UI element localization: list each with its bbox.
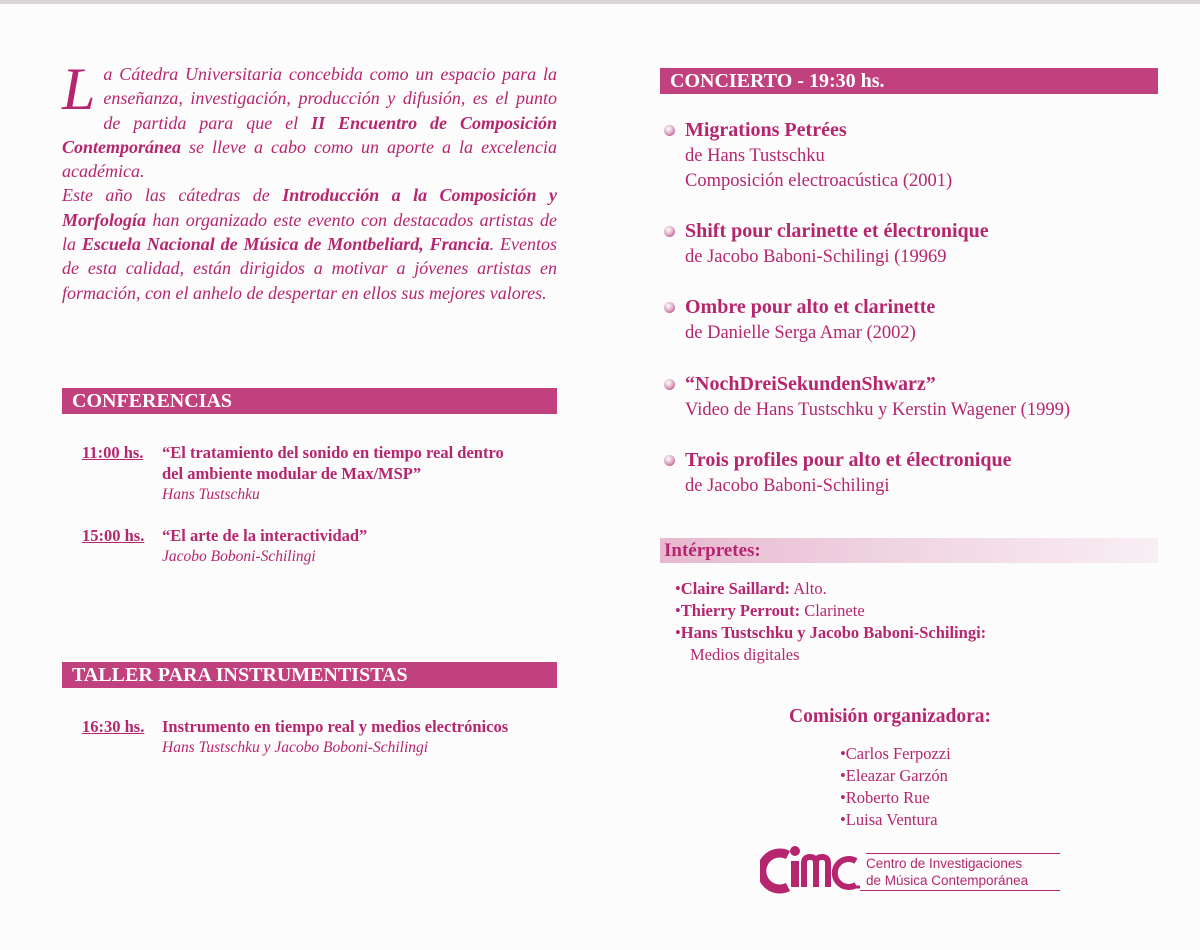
- member-name: Eleazar Garzón: [845, 766, 948, 785]
- comision-list: [840, 743, 951, 831]
- conference-event: [82, 525, 562, 567]
- list-item: •Carlos Ferpozzi: [840, 744, 951, 763]
- performer-name: Hans Tustschku y Jacobo Baboni-Schilingi:: [680, 623, 987, 642]
- logo-rule-bottom: [860, 890, 1060, 891]
- event-title-line: del ambiente modular de Max/MSP”: [162, 464, 422, 483]
- event-title: Instrumento en tiempo real y medios electrónicos: [162, 717, 509, 736]
- performer-name: Claire Saillard:: [680, 579, 791, 598]
- concert-piece: [664, 295, 1164, 346]
- performer-role: Alto.: [790, 579, 827, 598]
- list-item: •Hans Tustschku y Jacobo Baboni-Schilingi:: [675, 623, 987, 642]
- intro-text: . Eventos de esta calidad, están dirigidos a motivar a jóvenes artistas en formación, con el anhelo de despertar en ellos sus mejores valores.: [62, 234, 557, 303]
- intro-school-name: Escuela Nacional de Música de Montbeliard, Francia: [81, 234, 490, 255]
- intro-text: han organizado este evento con destacados artistas de la: [62, 209, 557, 255]
- bullet-icon: [664, 379, 675, 390]
- concert-piece: [664, 219, 1164, 270]
- logo-line: Centro de Investigaciones: [866, 856, 1023, 871]
- intro-text: se lleve a cabo como un aporte a la excelencia académica.: [62, 136, 557, 182]
- piece-author: Video de Hans Tustschku y Kerstin Wagener (1999): [685, 399, 1070, 420]
- logo-line: de Música Contemporánea: [866, 873, 1029, 888]
- piece-title: Migrations Petrées: [685, 119, 847, 141]
- concert-piece: [664, 372, 1164, 423]
- piece-author: de Hans Tustschku: [685, 145, 825, 166]
- intro-paragraph: [62, 56, 558, 305]
- piece-detail: Composición electroacústica (2001): [685, 171, 953, 191]
- event-title: [162, 442, 562, 484]
- event-title: “El arte de la interactividad”: [162, 526, 368, 545]
- list-item: •Roberto Rue: [840, 788, 930, 807]
- event-time: 11:00 hs.: [82, 443, 144, 462]
- logo-rule-top: [866, 853, 1060, 854]
- comision-heading: Comisión organizadora:: [789, 706, 992, 727]
- intro-dropcap: L: [62, 56, 96, 122]
- piece-title: Ombre pour alto et clarinette: [685, 296, 936, 318]
- list-item: •Claire Saillard: Alto.: [675, 579, 827, 598]
- performer-role: Clarinete: [800, 601, 865, 620]
- piece-title: Trois profiles pour alto et électronique: [685, 449, 1012, 471]
- concierto-heading: CONCIERTO - 19:30 hs.: [660, 68, 1158, 94]
- piece-title: Shift pour clarinette et électronique: [685, 220, 989, 242]
- list-item: •Eleazar Garzón: [840, 766, 948, 785]
- workshop-event: [82, 716, 562, 758]
- bullet-icon: [664, 455, 675, 466]
- member-name: Roberto Rue: [845, 788, 930, 807]
- performer-role: Medios digitales: [690, 645, 800, 664]
- intro-event-name: II Encuentro de Composición Contemporánea: [62, 112, 557, 157]
- list-item: •Luisa Ventura: [840, 810, 938, 829]
- interpretes-list: [675, 578, 1155, 666]
- concert-piece: [664, 448, 1164, 499]
- logo-text: [866, 855, 1028, 889]
- intro-cathedra-name: Introducción a la Composición y Morfología: [62, 185, 558, 230]
- concert-piece: [664, 118, 1164, 195]
- event-time: 15:00 hs.: [82, 526, 145, 545]
- taller-heading: TALLER PARA INSTRUMENTISTAS: [62, 662, 557, 688]
- event-speaker: Hans Tustschku: [162, 486, 260, 503]
- piece-author: de Jacobo Baboni-Schilingi (19969: [685, 246, 947, 267]
- piece-title: “NochDreiSekundenShwarz”: [685, 373, 936, 395]
- member-name: Luisa Ventura: [845, 810, 938, 829]
- piece-author: de Danielle Serga Amar (2002): [685, 322, 916, 343]
- event-time: 16:30 hs.: [82, 717, 145, 736]
- event-speaker: Hans Tustschku y Jacobo Boboni-Schilingi: [162, 739, 429, 756]
- interpretes-heading: Intérpretes:: [660, 538, 1158, 563]
- intro-text: a Cátedra Universitaria concebida como un espacio para la enseñanza, investigación, producción y difusión, es el punto de partida para que el: [103, 64, 557, 133]
- bullet-icon: [664, 302, 675, 313]
- event-title-line: “El tratamiento del sonido en tiempo real dentro: [162, 443, 504, 462]
- intro-text: Este año las cátedras de: [62, 185, 283, 206]
- list-item: •Thierry Perrout: Clarinete: [675, 601, 865, 620]
- event-speaker: Jacobo Boboni-Schilingi: [162, 548, 316, 565]
- piece-author: de Jacobo Baboni-Schilingi: [685, 475, 890, 496]
- bullet-icon: [664, 125, 675, 136]
- intro-block: [62, 56, 558, 305]
- conferencias-heading: CONFERENCIAS: [62, 388, 557, 414]
- performer-name: Thierry Perrout:: [680, 601, 801, 620]
- page-top-edge: [0, 0, 1200, 4]
- conference-event: [82, 442, 562, 505]
- bullet-icon: [664, 226, 675, 237]
- member-name: Carlos Ferpozzi: [845, 744, 951, 763]
